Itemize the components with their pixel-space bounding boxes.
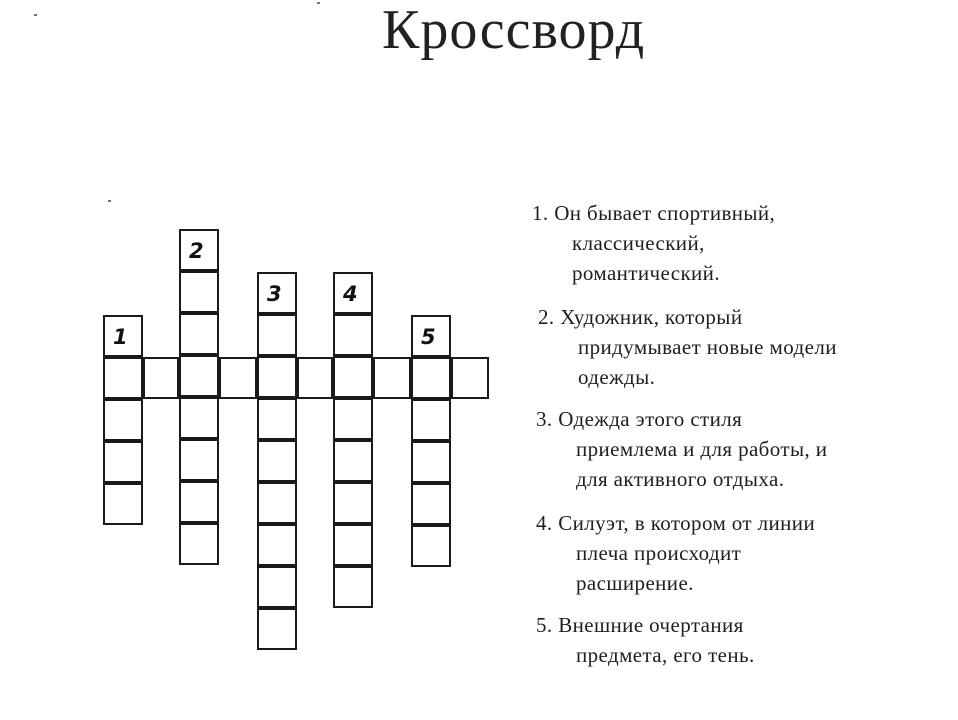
- crossword-letter-cell: [103, 357, 143, 399]
- crossword-letter-cell: [257, 482, 297, 524]
- clue-4: [536, 508, 815, 598]
- clue-line: 1. Он бывает спортивный,: [532, 201, 776, 225]
- clue-line: 4. Силуэт, в котором от линии: [536, 511, 816, 535]
- crossword-letter-cell: [143, 357, 179, 399]
- crossword-letter-cell: [333, 314, 373, 356]
- crossword-letter-cell: [333, 482, 373, 524]
- crossword-letter-cell: [411, 399, 451, 441]
- clue-line: для активного отдыха.: [576, 467, 785, 491]
- crossword-letter-cell: [411, 441, 451, 483]
- crossword-letter-cell: [411, 357, 451, 399]
- crossword-letter-cell: [333, 398, 373, 440]
- crossword-clue-number: 1: [113, 325, 128, 349]
- crossword-letter-cell: [257, 524, 297, 566]
- crossword-clue-number: 5: [421, 325, 436, 349]
- clue-line: классический,: [572, 231, 705, 255]
- crossword-letter-cell: [257, 398, 297, 440]
- crossword-letter-cell: [219, 357, 257, 399]
- clue-line: 3. Одежда этого стиля: [536, 407, 743, 431]
- crossword-letter-cell: [297, 357, 333, 399]
- page-title: Кроссворд: [382, 0, 646, 61]
- crossword-clue-number: 2: [189, 239, 204, 263]
- crossword-letter-cell: [333, 440, 373, 482]
- clue-line: 2. Художник, который: [538, 305, 743, 329]
- crossword-letter-cell: [257, 314, 297, 356]
- crossword-clue-number: 3: [267, 282, 282, 306]
- crossword-letter-cell: [179, 313, 219, 355]
- crossword-letter-cell: [103, 483, 143, 525]
- crossword-letter-cell: [179, 481, 219, 523]
- crossword-letter-cell: [333, 524, 373, 566]
- crossword-letter-cell: [451, 357, 489, 399]
- crossword-clue-number: 4: [343, 282, 358, 306]
- clue-line: романтический.: [572, 261, 720, 285]
- crossword-letter-cell: [179, 397, 219, 439]
- crossword-letter-cell: [373, 357, 411, 399]
- crossword-letter-cell: [103, 399, 143, 441]
- crossword-letter-cell: [257, 608, 297, 650]
- crossword-letter-cell: [179, 523, 219, 565]
- crossword-letter-cell: [103, 441, 143, 483]
- crossword-letter-cell: [257, 566, 297, 608]
- clue-line: расширение.: [576, 571, 694, 595]
- clue-1: [532, 198, 775, 288]
- crossword-letter-cell: [411, 483, 451, 525]
- crossword-letter-cell: [179, 271, 219, 313]
- clue-5: [536, 610, 755, 670]
- clue-line: одежды.: [578, 365, 656, 389]
- crossword-letter-cell: [257, 440, 297, 482]
- clue-line: придумывает новые модели: [578, 335, 837, 359]
- clue-2: [538, 302, 837, 392]
- crossword-letter-cell: [179, 355, 219, 397]
- crossword-letter-cell: [257, 356, 297, 398]
- clue-line: плеча происходит: [576, 541, 742, 565]
- clue-line: приемлема и для работы, и: [576, 437, 828, 461]
- clue-line: 5. Внешние очертания: [536, 613, 744, 637]
- crossword-letter-cell: [333, 356, 373, 398]
- clue-line: предмета, его тень.: [576, 643, 755, 667]
- crossword-letter-cell: [411, 525, 451, 567]
- clue-3: [536, 404, 827, 494]
- crossword-letter-cell: [179, 439, 219, 481]
- crossword-letter-cell: [333, 566, 373, 608]
